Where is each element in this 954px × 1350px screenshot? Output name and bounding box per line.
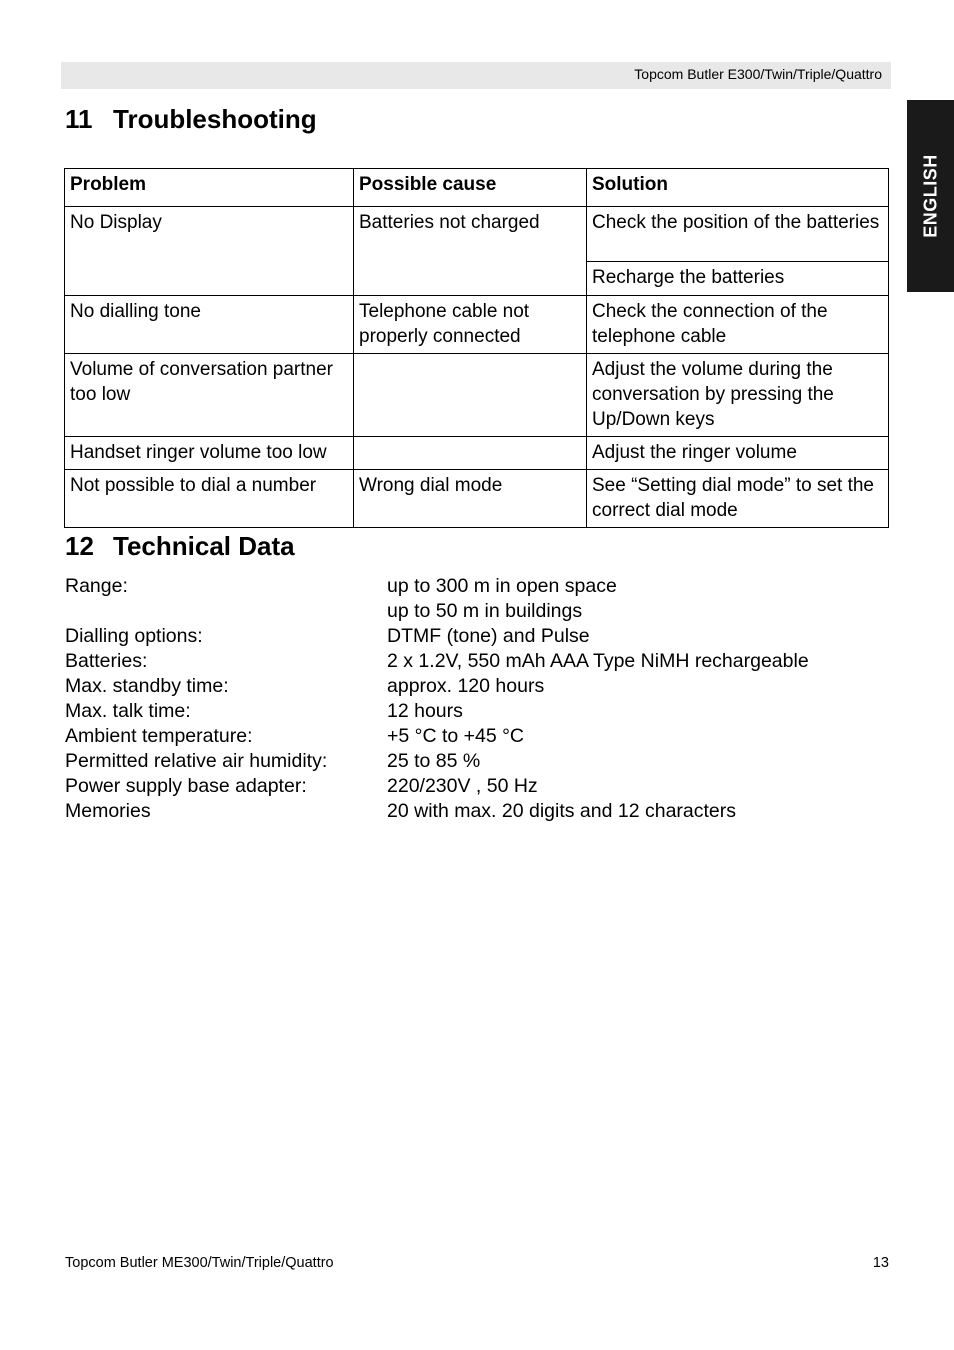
spec-row (65, 749, 885, 774)
spec-label: Memories (65, 800, 151, 822)
spec-value: 2 x 1.2V, 550 mAh AAA Type NiMH rechargeable (387, 650, 809, 672)
language-tab (907, 100, 954, 292)
spec-value: up to 50 m in buildings (387, 600, 583, 622)
spec-label (65, 599, 387, 624)
section-heading-troubleshooting (65, 104, 317, 135)
cell-cause (354, 354, 587, 437)
table-row (65, 354, 889, 437)
section-title: Troubleshooting (113, 104, 317, 134)
table-header-row (65, 169, 889, 207)
cell-problem: Handset ringer volume too low (65, 437, 354, 470)
header-solution: Solution (587, 169, 889, 207)
header-title: Topcom Butler E300/Twin/Triple/Quattro (634, 66, 882, 82)
spec-value: DTMF (tone) and Pulse (387, 625, 590, 647)
spec-label: Permitted relative air humidity: (65, 750, 328, 772)
spec-label: Batteries: (65, 650, 148, 672)
language-label: ENGLISH (920, 154, 940, 238)
spec-row (65, 699, 885, 724)
spec-value: 220/230V , 50 Hz (387, 775, 538, 797)
spec-value: 25 to 85 % (387, 750, 481, 772)
table-row (65, 296, 889, 354)
footer-title: Topcom Butler ME300/Twin/Triple/Quattro (65, 1255, 334, 1271)
section-heading-technical-data (65, 531, 295, 562)
spec-row (65, 599, 885, 624)
section-title: Technical Data (113, 531, 295, 561)
spec-value: up to 300 m in open space (387, 575, 617, 597)
section-number: 11 (65, 104, 93, 134)
header-cause: Possible cause (354, 169, 587, 207)
page-number: 13 (872, 1255, 889, 1271)
spec-label: Dialling options: (65, 625, 203, 647)
cell-problem: No dialling tone (65, 296, 354, 354)
cell-cause (354, 437, 587, 470)
spec-row (65, 574, 885, 599)
spec-row (65, 674, 885, 699)
cell-problem: Not possible to dial a number (65, 470, 354, 528)
spec-value: 20 with max. 20 digits and 12 characters (387, 800, 737, 822)
cell-cause: Telephone cable not properly connected (354, 296, 587, 354)
header-problem: Problem (65, 169, 354, 207)
cell-solution: See “Setting dial mode” to set the correct dial mode (587, 470, 889, 528)
spec-row (65, 649, 885, 674)
section-number: 12 (65, 531, 94, 561)
spec-label: Range: (65, 575, 128, 597)
spec-label: Max. talk time: (65, 700, 191, 722)
spec-label: Max. standby time: (65, 675, 229, 697)
cell-solution: Adjust the volume during the conversation by pressing the Up/Down keys (587, 354, 889, 437)
cell-solution: Check the connection of the telephone cable (587, 296, 889, 354)
cell-solution: Recharge the batteries (587, 262, 889, 296)
spec-row (65, 774, 885, 799)
technical-data-list (65, 574, 885, 824)
spec-value: approx. 120 hours (387, 675, 545, 697)
spec-value: +5 °C to +45 °C (387, 725, 525, 747)
table-row (65, 470, 889, 528)
spec-label: Power supply base adapter: (65, 775, 307, 797)
table-row (65, 207, 889, 262)
table-row (65, 437, 889, 470)
cell-problem: No Display (65, 207, 354, 296)
cell-cause: Batteries not charged (354, 207, 587, 296)
spec-row (65, 624, 885, 649)
spec-row (65, 799, 885, 824)
cell-cause: Wrong dial mode (354, 470, 587, 528)
spec-value: 12 hours (387, 700, 463, 722)
spec-row (65, 724, 885, 749)
cell-solution: Adjust the ringer volume (587, 437, 889, 470)
page-header (61, 62, 891, 89)
cell-problem: Volume of conversation partner too low (65, 354, 354, 437)
troubleshooting-table (64, 168, 889, 528)
spec-label: Ambient temperature: (65, 725, 253, 747)
cell-solution: Check the position of the batteries (587, 207, 889, 262)
